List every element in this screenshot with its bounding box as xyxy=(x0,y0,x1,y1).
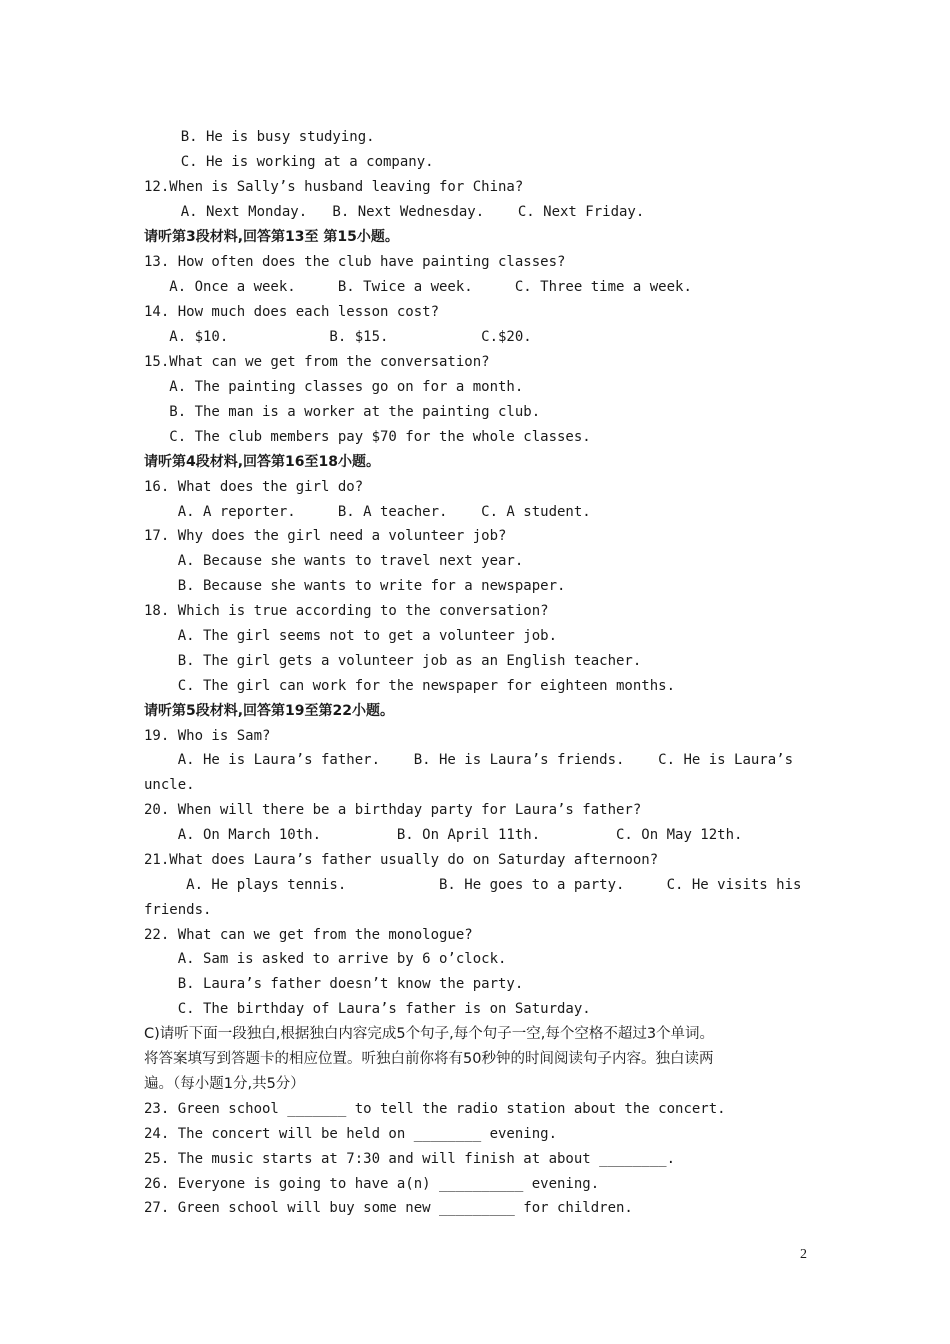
question-12: 12.When is Sally’s husband leaving for China? xyxy=(144,179,524,195)
question-25: 25. The music starts at 7:30 and will finish at about ________. xyxy=(144,1151,676,1167)
option-18a: A. The girl seems not to get a volunteer job. xyxy=(144,628,558,644)
option-15c: C. The club members pay $70 for the whole classes. xyxy=(144,429,591,445)
question-20: 20. When will there be a birthday party for Laura’s father? xyxy=(144,802,642,818)
options-19: A. He is Laura’s father. B. He is Laura’s friends. C. He is Laura’s xyxy=(144,752,794,768)
options-14: A. $10. B. $15. C.$20. xyxy=(144,329,532,345)
question-26: 26. Everyone is going to have a(n) __________ evening. xyxy=(144,1176,600,1192)
question-27: 27. Green school will buy some new _________ for children. xyxy=(144,1200,633,1216)
option-18b: B. The girl gets a volunteer job as an English teacher. xyxy=(144,653,642,669)
option-18c: C. The girl can work for the newspaper for eighteen months. xyxy=(144,678,676,694)
question-23: 23. Green school _______ to tell the radio station about the concert. xyxy=(144,1101,726,1117)
options-21: A. He plays tennis. B. He goes to a party. C. He visits his xyxy=(144,877,802,893)
option-22b: B. Laura’s father doesn’t know the party. xyxy=(144,976,524,992)
options-12: A. Next Monday. B. Next Wednesday. C. Next Friday. xyxy=(147,204,645,220)
section-heading-5: 请听第5段材料,回答第19至第22小题。 xyxy=(144,703,395,719)
section-c-instructions-2: 将答案填写到答题卡的相应位置。听独白前你将有50秒钟的时间阅读句子内容。独白读两 xyxy=(144,1051,714,1067)
options-20: A. On March 10th. B. On April 11th. C. On May 12th. xyxy=(144,827,743,843)
option-15b: B. The man is a worker at the painting club. xyxy=(144,404,541,420)
option-17a: A. Because she wants to travel next year. xyxy=(144,553,524,569)
question-19: 19. Who is Sam? xyxy=(144,728,271,744)
option-15a: A. The painting classes go on for a month. xyxy=(144,379,524,395)
options-21-wrap: friends. xyxy=(144,902,212,918)
options-19-wrap: uncle. xyxy=(144,777,195,793)
question-17: 17. Why does the girl need a volunteer job? xyxy=(144,528,507,544)
option-17b: B. Because she wants to write for a newspaper. xyxy=(144,578,566,594)
option-22c: C. The birthday of Laura’s father is on Saturday. xyxy=(144,1001,591,1017)
question-24: 24. The concert will be held on ________ evening. xyxy=(144,1126,558,1142)
option-11b: B. He is busy studying. xyxy=(147,129,375,145)
question-14: 14. How much does each lesson cost? xyxy=(144,304,440,320)
section-c-instructions-1: C)请听下面一段独白,根据独白内容完成5个句子,每个句子一空,每个空格不超过3个单词。 xyxy=(144,1026,715,1042)
question-13: 13. How often does the club have painting classes? xyxy=(144,254,566,270)
page-number: 2 xyxy=(800,1247,807,1262)
options-13: A. Once a week. B. Twice a week. C. Three time a week. xyxy=(144,279,692,295)
section-heading-3: 请听第3段材料,回答第13至 第15小题。 xyxy=(144,229,399,245)
options-16: A. A reporter. B. A teacher. C. A student. xyxy=(144,504,591,520)
question-16: 16. What does the girl do? xyxy=(144,479,364,495)
option-11c: C. He is working at a company. xyxy=(147,154,434,170)
question-21: 21.What does Laura’s father usually do on Saturday afternoon? xyxy=(144,852,659,868)
option-22a: A. Sam is asked to arrive by 6 o’clock. xyxy=(144,951,507,967)
question-18: 18. Which is true according to the conversation? xyxy=(144,603,549,619)
section-heading-4: 请听第4段材料,回答第16至18小题。 xyxy=(144,454,381,470)
section-c-instructions-3: 遍。（每小题1分,共5分） xyxy=(144,1076,305,1092)
question-15: 15.What can we get from the conversation? xyxy=(144,354,490,370)
question-22: 22. What can we get from the monologue? xyxy=(144,927,473,943)
